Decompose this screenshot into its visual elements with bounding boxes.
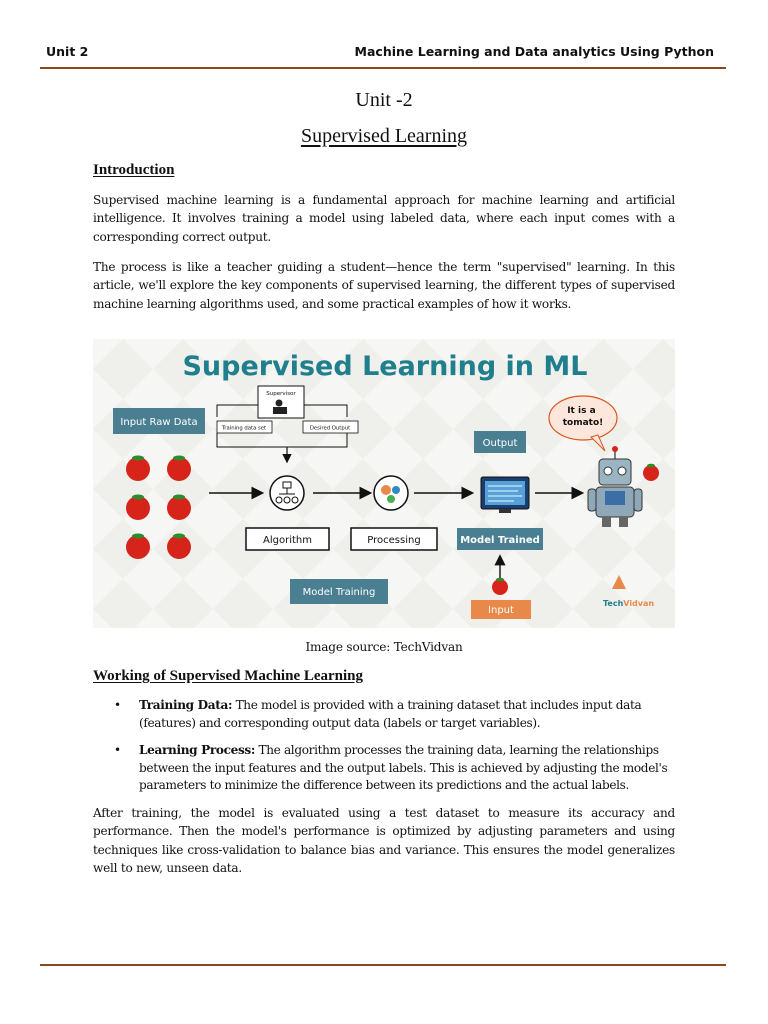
page-title: Unit -2	[355, 89, 413, 111]
bullet-learning-process	[139, 742, 676, 795]
processing-label: Processing	[367, 535, 421, 546]
working-heading: Working of Supervised Machine Learning	[93, 668, 364, 684]
header-course-title: Machine Learning and Data analytics Using Python	[354, 44, 714, 59]
header-unit: Unit 2	[46, 44, 89, 59]
bullet-label: Learning Process:	[139, 743, 255, 757]
working-paragraph: After training, the model is evaluated using a test dataset to measure its accuracy and performance. Then the model's performance is optimized by adjusting parameters and using techniques like cross-validation to balance bias and variance. This ensures the model generalizes well to new, unseen data.	[93, 806, 675, 875]
bullet-dot: •	[114, 698, 122, 712]
supervisor-label: Supervisor	[266, 391, 296, 397]
intro-paragraph-1: Supervised machine learning is a fundamental approach for machine learning and artificial intelligence. It involves training a model using labeled data, where each input comes with a corresponding correct output.	[93, 193, 675, 244]
processing-gears-icon	[374, 476, 408, 510]
footer-rule	[40, 964, 726, 966]
input-raw-data-label: Input Raw Data	[120, 417, 198, 428]
output-label: Output	[482, 438, 518, 449]
subtitle-text: Supervised Learning	[300, 125, 468, 147]
bullet-training-data	[139, 697, 676, 732]
model-trained-label: Model Trained	[460, 535, 540, 546]
header-rule	[40, 67, 726, 69]
bullet-label: Training Data:	[139, 698, 233, 712]
algorithm-label: Algorithm	[263, 535, 312, 546]
intro-paragraph-2: The process is like a teacher guiding a student—hence the term "supervised" learning. In this article, we'll explore the key components of supervised learning, the different types of supervised machine learning algorithms used, and some practical examples of how it works.	[93, 260, 675, 311]
speech-text-line-2: tomato!	[562, 418, 604, 428]
desired-output-label: Desired Output	[309, 425, 351, 432]
bullet-dot: •	[114, 743, 122, 757]
page-header	[40, 42, 726, 62]
figure-title: Supervised Learning in ML	[182, 351, 588, 382]
supervised-learning-figure	[93, 339, 675, 628]
intro-heading: Introduction	[93, 162, 175, 178]
svg-text:TechVidvan: TechVidvan	[603, 599, 655, 608]
speech-text-content: It is a	[567, 406, 596, 416]
training-data-set-label: Training data set	[221, 425, 267, 432]
figure-caption: Image source: TechVidvan	[305, 640, 463, 654]
model-training-label: Model Training	[302, 587, 376, 598]
page-subtitle	[0, 125, 768, 148]
bullet-text: The model is provided with a training dataset that includes input data (features) and corresponding output data (labels or target variables).	[139, 698, 642, 730]
bullet-text: The algorithm processes the training data, learning the relationships between the input features and the output labels. This is achieved by adjusting the model's parameters to minimize the difference between its predictions and the actual labels.	[139, 743, 668, 793]
monitor-icon	[481, 477, 529, 513]
algorithm-icon	[270, 476, 304, 510]
input-label: Input	[488, 605, 514, 616]
